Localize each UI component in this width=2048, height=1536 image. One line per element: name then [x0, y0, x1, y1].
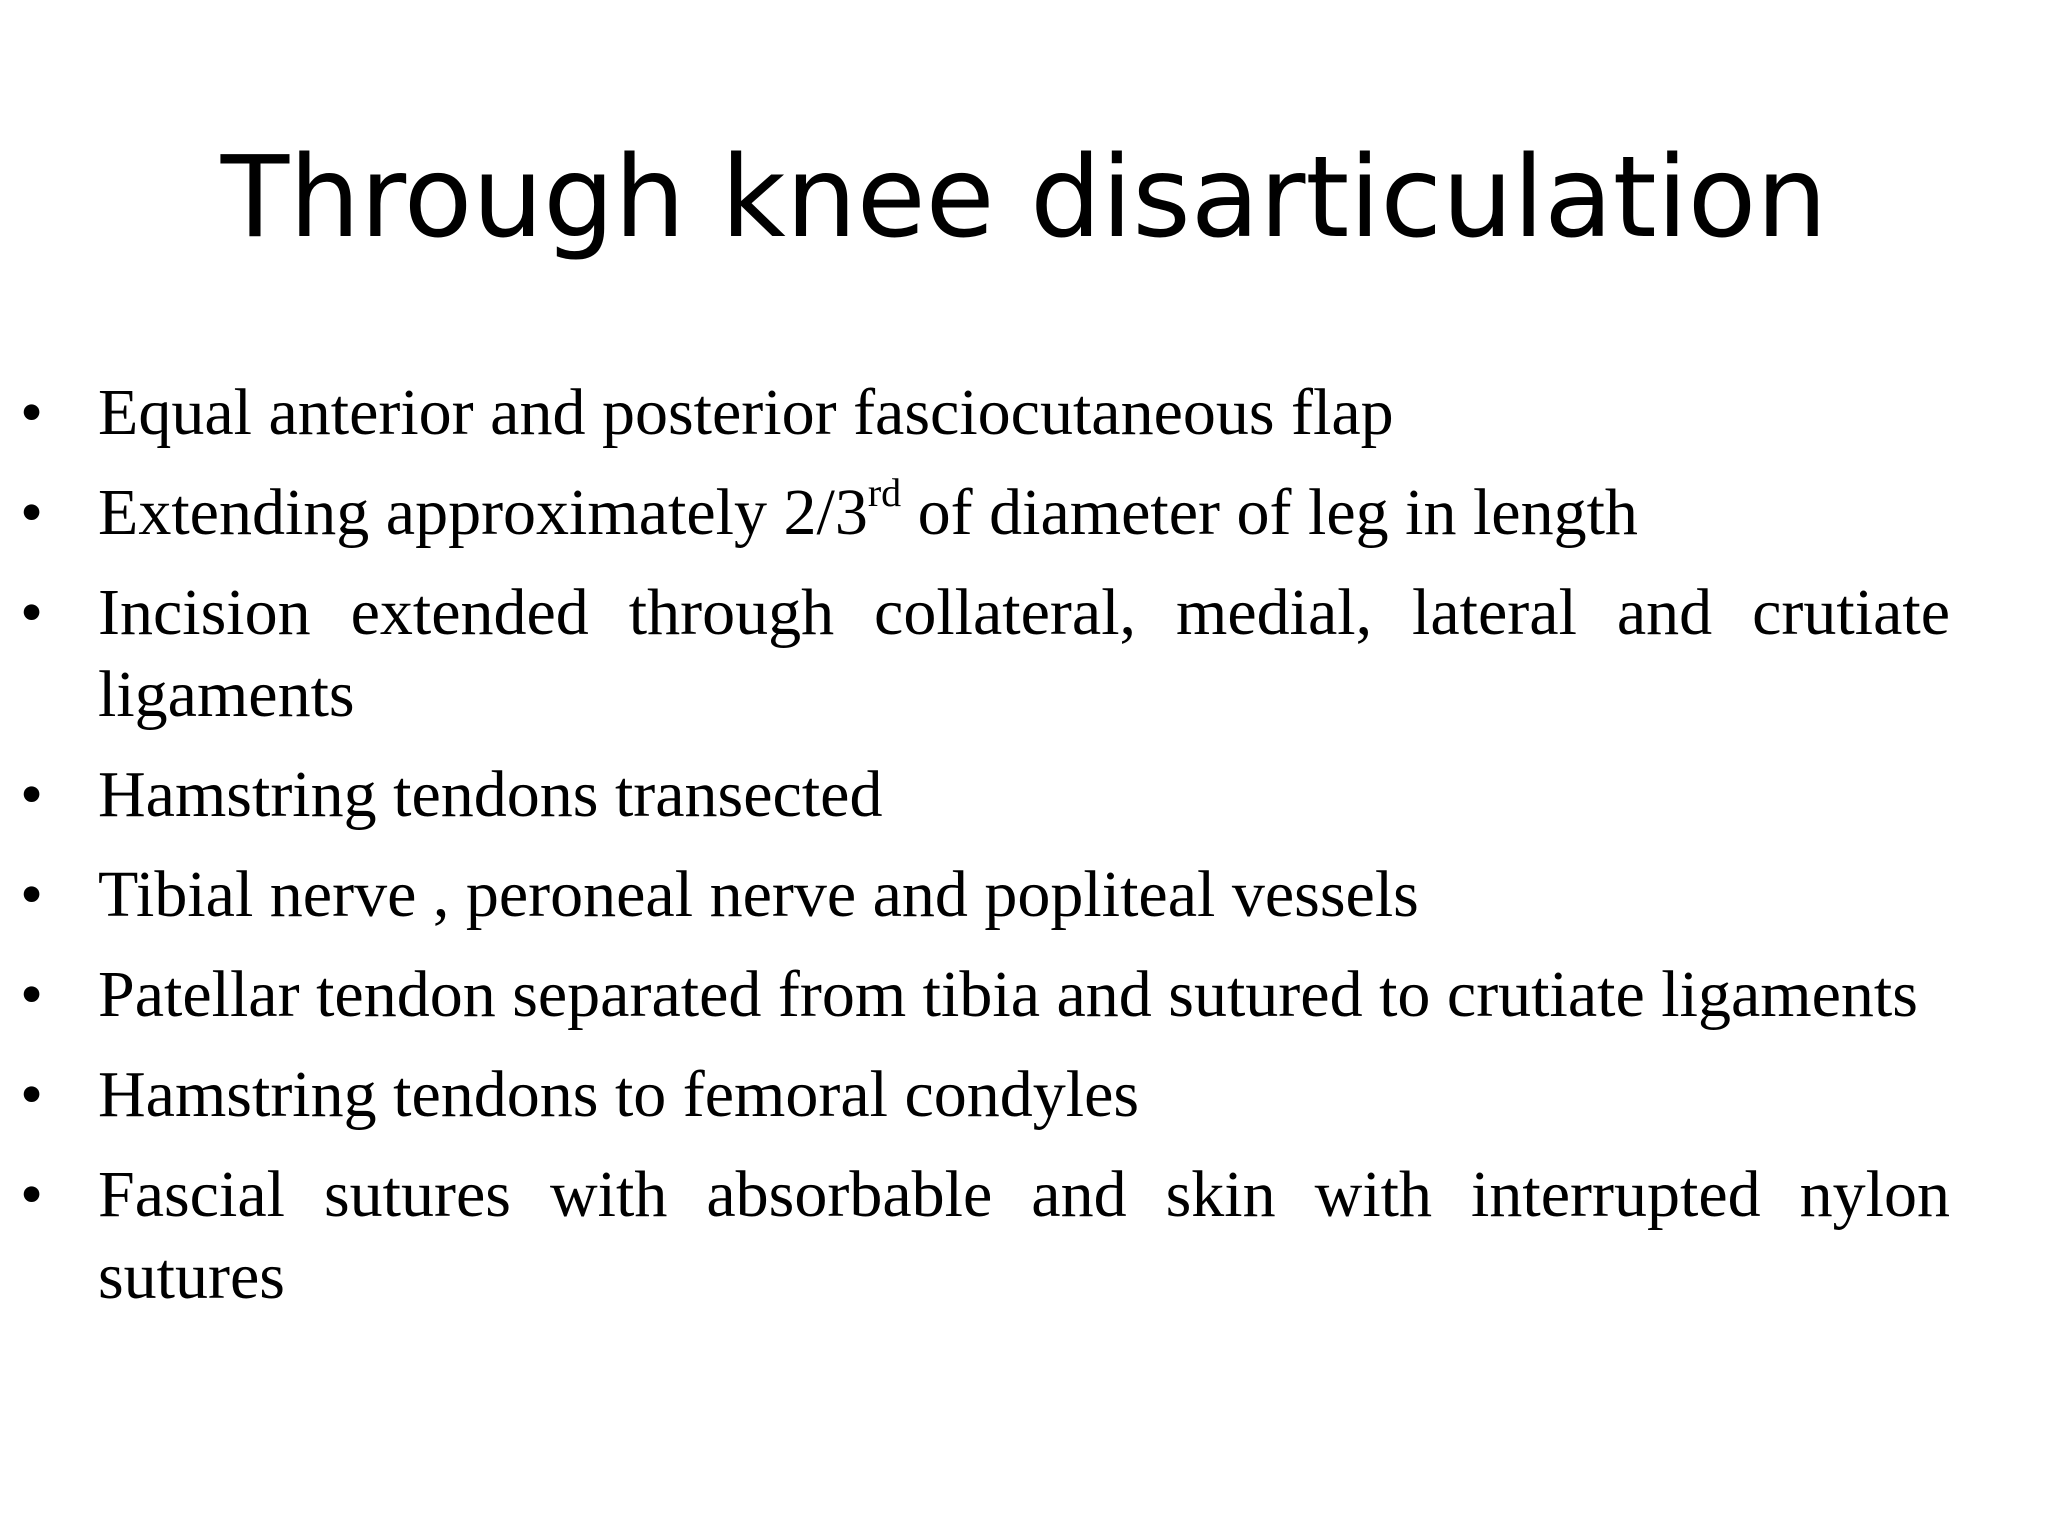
- bullet-text: [98, 470, 1638, 549]
- bullet-text: Hamstring tendons transected: [98, 758, 883, 831]
- bullet-icon: •: [20, 1058, 44, 1131]
- bullet-item: [20, 1054, 1950, 1136]
- superscript-text: rd: [867, 470, 902, 515]
- bullet-list: [20, 372, 1950, 1336]
- bullet-text: Hamstring tendons to femoral condyles: [98, 1058, 1140, 1131]
- bullet-item: [20, 954, 1950, 1036]
- bullet-icon: •: [20, 758, 44, 831]
- bullet-icon: •: [20, 376, 44, 449]
- bullet-item: [20, 754, 1950, 836]
- bullet-icon: •: [20, 576, 44, 649]
- bullet-icon: •: [20, 1158, 44, 1231]
- bullet-item: [20, 572, 1950, 736]
- slide-title: Through knee disarticulation: [220, 133, 1828, 263]
- bullet-text: Incision extended through collateral, medial, lateral and crutiate ligaments: [98, 576, 1950, 731]
- bullet-text-rest: of diameter of leg in length: [901, 476, 1638, 549]
- bullet-item: [20, 372, 1950, 454]
- bullet-text: Patellar tendon separated from tibia and sutured to crutiate ligaments: [98, 958, 1918, 1031]
- bullet-text: Tibial nerve , peroneal nerve and popliteal vessels: [98, 858, 1419, 931]
- bullet-text-main: Extending approximately 2/3: [98, 476, 868, 549]
- bullet-item: [20, 854, 1950, 936]
- bullet-icon: •: [20, 858, 44, 931]
- bullet-item: [20, 470, 1950, 554]
- bullet-text: Equal anterior and posterior fasciocutaneous flap: [98, 376, 1394, 449]
- bullet-item: [20, 1154, 1950, 1318]
- bullet-icon: •: [20, 476, 44, 549]
- bullet-text: Fascial sutures with absorbable and skin with interrupted nylon sutures: [98, 1158, 1950, 1313]
- bullet-icon: •: [20, 958, 44, 1031]
